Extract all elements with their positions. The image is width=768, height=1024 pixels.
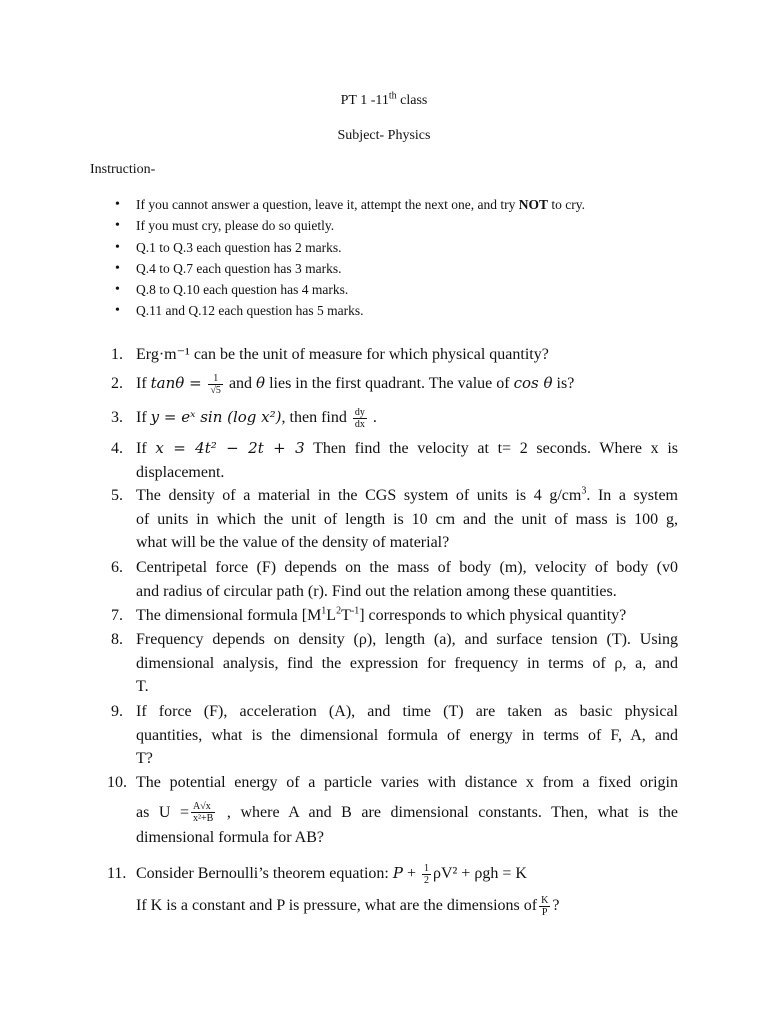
question-10: [107, 771, 679, 850]
question-text: If y = eˣ sin (log x²), then find $\frac{dy}{dx}$ .: [136, 406, 377, 430]
question-11: [107, 862, 678, 918]
question-text: If tanθ = $\frac{1}{√5}$ and θ lies in the first quadrant. The value of cos θ is?: [136, 372, 575, 396]
question-number: 8.: [111, 631, 123, 648]
question-6: [111, 556, 678, 603]
question-text: If force (F), acceleration (A), and time (T) are taken as basic physical quantities, what is the dimensional formula of energy in terms of F, A, and T?: [136, 703, 678, 767]
question-8: [111, 628, 678, 699]
question-number: 10.: [107, 774, 127, 791]
fraction: $\frac{dy}{dx}$: [354, 406, 365, 430]
instruction-item: • If you must cry, please do so quietly.: [115, 217, 585, 238]
question-text: Centripetal force (F) depends on the mass of body (m), velocity of body (v0 and radius of circular path (r). Find out the relation among these quantities.: [136, 559, 678, 600]
fraction: $\frac{A√x}{\text{x²+B}}$: [193, 801, 214, 825]
instruction-item: • Q.11 and Q.12 each question has 5 marks.: [115, 302, 585, 323]
question-text: The density of a material in the CGS system of units is 4 $g/cm^3$. In a system of units in which the unit of length is 10 cm and the unit of mass is 100 g, what will be the value of the density of material?: [136, 485, 679, 551]
question-text: Consider Bernoulli’s theorem equation: P + $\frac{1}{2}$ ρV² + ρgh = K If K is a constant and P is pressure, what are the dimensions of $\frac{K}{P}$ ?: [136, 862, 560, 918]
question-number: 6.: [111, 559, 123, 576]
question-1: [111, 343, 678, 367]
question-number: 7.: [111, 607, 123, 624]
fraction: $\frac{1}{√5}$: [210, 372, 221, 396]
fraction: $\frac{K}{P}$: [541, 894, 549, 918]
question-text: The potential energy of a particle varies with distance x from a fixed origin as U = $\frac{A√x}{\text{x²+B}}$ , where A and B are dimensional constants. Then, what is the dimensional formula for AB?: [136, 774, 679, 847]
question-7: [111, 604, 678, 628]
instruction-item: • Q.1 to Q.3 each question has 2 marks.: [115, 239, 585, 260]
question-3: [111, 406, 678, 430]
question-number: 2.: [111, 375, 123, 392]
question-9: [111, 700, 678, 771]
paper-title: PT 1 -11th class: [340, 90, 428, 108]
question-text: Erg·m⁻¹ can be the unit of measure for which physical quantity?: [136, 346, 549, 363]
question-text: The dimensional formula $[M^1L^2T^{-1}]$ corresponds to which physical quantity?: [136, 605, 627, 624]
question-text: Frequency depends on density (ρ), length (a), and surface tension (T). Using dimensional analysis, find the expression for frequency in terms of ρ, a, and T.: [136, 631, 678, 695]
question-number: 3.: [111, 409, 123, 426]
fraction: $\frac{1}{2}$: [423, 862, 429, 886]
paper-subject: Subject- Physics: [337, 128, 431, 143]
instruction-item: • If you cannot answer a question, leave it, attempt the next one, and try NOT to cry.: [115, 196, 585, 217]
question-4: [111, 437, 678, 484]
question-number: 4.: [111, 440, 123, 457]
question-number: 1.: [111, 346, 123, 363]
question-2: [111, 372, 678, 396]
question-text: If x = 4t² − 2t + 3 Then find the velocity at t= 2 seconds. Where x is displacement.: [136, 439, 678, 481]
instruction-item: • Q.8 to Q.10 each question has 4 marks.: [115, 281, 585, 302]
instruction-list: [115, 196, 585, 324]
question-number: 11.: [107, 865, 127, 882]
instruction-heading: Instruction-: [90, 162, 156, 177]
question-number: 9.: [111, 703, 123, 720]
instruction-item: • Q.4 to Q.7 each question has 3 marks.: [115, 260, 585, 281]
question-5: [111, 484, 678, 555]
question-number: 5.: [111, 487, 123, 504]
